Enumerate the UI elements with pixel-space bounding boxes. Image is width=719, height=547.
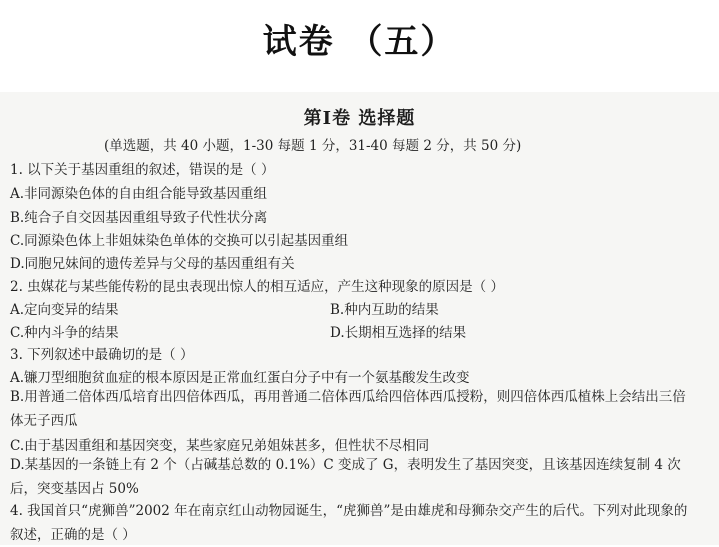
instructions: (单选题，共 40 小题，1-30 每题 1 分，31-40 每题 2 分，共 50 分)	[104, 138, 522, 154]
section-title: 第I卷 选择题	[303, 108, 416, 129]
question-1-option-b: B.纯合子自交因基因重组导致子代性状分离	[10, 210, 268, 226]
question-1-option-c: C.同源染色体上非姐妹染色单体的交换可以引起基因重组	[10, 233, 349, 249]
question-3-option-c: C.由于基因重组和基因突变，某些家庭兄弟姐妹甚多，但性状不尽相同	[10, 438, 430, 454]
page-title: 试卷 （五）	[262, 22, 457, 62]
question-3-stem: 3. 下列叙述中最确切的是（ ）	[10, 347, 194, 363]
question-3-option-a: A.镰刀型细胞贫血症的根本原因是正常血红蛋白分子中有一个氨基酸发生改变	[10, 370, 470, 386]
question-3-option-b: B.用普通二倍体西瓜培育出四倍体西瓜，再用普通二倍体西瓜给四倍体西瓜授粉，则四倍体西瓜植株上会结出三倍体无子西瓜	[10, 389, 686, 429]
question-3-option-d: D.某基因的一条链上有 2 个（占碱基总数的 0.1%）C 变成了 G，表明发生了基因突变，且该基因连续复制 4 次后，突变基因占 50%	[10, 457, 681, 497]
question-1-option-d: D.同胞兄妹间的遗传差异与父母的基因重组有关	[10, 256, 295, 272]
question-2-option-a: A.定向变异的结果	[10, 302, 119, 318]
question-2-option-d: D.长期相互选择的结果	[330, 325, 467, 341]
question-2-option-c: C.种内斗争的结果	[10, 325, 119, 341]
question-1-option-a: A.非同源染色体的自由组合能导致基因重组	[10, 186, 268, 202]
question-2-stem: 2. 虫媒花与某些能传粉的昆虫表现出惊人的相互适应，产生这种现象的原因是（ ）	[10, 279, 504, 295]
question-1-stem: 1. 以下关于基因重组的叙述，错误的是（ ）	[10, 162, 275, 178]
question-2-option-b: B.种内互助的结果	[330, 302, 439, 318]
question-4-stem: 4. 我国首只“虎狮兽”2002 年在南京红山动物园诞生，“虎狮兽”是由雄虎和母狮杂交产生的后代。下列对此现象的叙述，正确的是（ ）	[10, 503, 688, 543]
